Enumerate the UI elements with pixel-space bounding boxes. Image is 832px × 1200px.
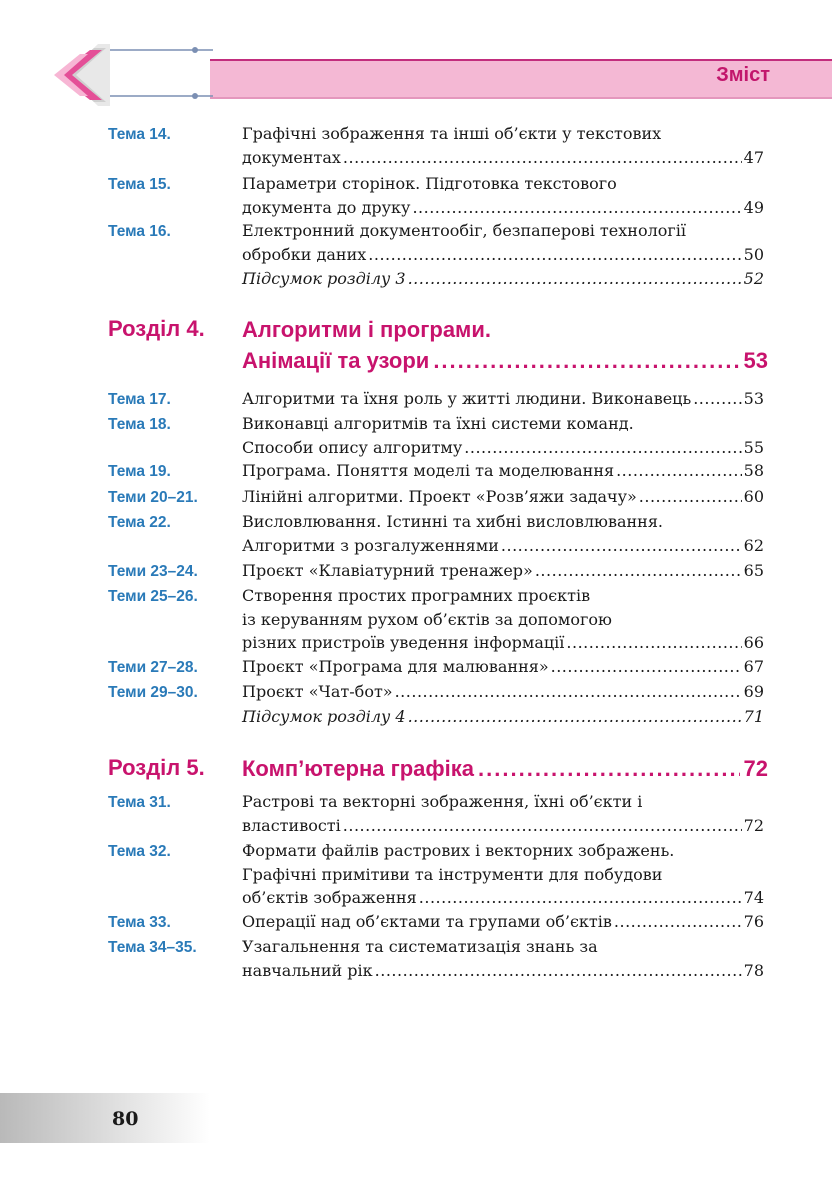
section-title: Алгоритми і програми. xyxy=(242,317,491,342)
entry-text: об’єктів зображення xyxy=(242,888,417,907)
entry-text: Операції над об’єктами та групами об’єктів xyxy=(242,912,612,931)
topic-label: Тема 33. xyxy=(108,914,171,931)
entry-text: Лінійні алгоритми. Проект «Розв’яжи задачу» xyxy=(242,487,637,506)
entry-text: документа до друку xyxy=(242,198,411,217)
topic-label: Тема 34–35. xyxy=(108,939,197,956)
dot-leader xyxy=(433,347,739,375)
page-number: 62 xyxy=(743,536,764,555)
page-number: 58 xyxy=(743,461,764,480)
topic-label: Тема 15. xyxy=(108,176,171,193)
entry-last-line xyxy=(242,888,764,908)
page-number: 52 xyxy=(743,269,764,288)
page-number: 65 xyxy=(743,561,764,580)
dot-leader xyxy=(501,536,742,556)
topic-label: Теми 23–24. xyxy=(108,563,198,580)
entry-last-line xyxy=(242,461,764,481)
entry-text: Виконавці алгоритмів та їхні системи команд. xyxy=(242,414,634,433)
page-number: 72 xyxy=(743,816,764,835)
entry-last-line xyxy=(242,633,764,653)
page-number: 69 xyxy=(743,682,764,701)
dot-leader xyxy=(614,912,742,932)
topic-label: Теми 29–30. xyxy=(108,684,198,701)
entry-text: Створення простих програмних проєктів xyxy=(242,586,591,605)
dot-leader xyxy=(408,269,742,289)
topic-label: Тема 16. xyxy=(108,223,171,240)
dot-leader xyxy=(375,961,742,981)
dot-leader xyxy=(639,487,742,507)
entry-last-line xyxy=(242,561,764,581)
page-number: 72 xyxy=(743,756,768,781)
entry-last-line xyxy=(242,389,764,409)
entry-last-line xyxy=(242,961,764,981)
page-number: 78 xyxy=(743,961,764,980)
section-title-last-line xyxy=(242,347,768,375)
page-number: 53 xyxy=(743,348,768,373)
page-number: 66 xyxy=(743,633,764,652)
page-number: 53 xyxy=(743,389,764,408)
dot-leader xyxy=(395,682,742,702)
page-number: 50 xyxy=(743,245,764,264)
entry-last-line xyxy=(242,148,764,168)
toc-entry-summary-3[interactable] xyxy=(242,269,764,289)
topic-label: Теми 25–26. xyxy=(108,588,198,605)
entry-last-line xyxy=(242,657,764,677)
dot-leader xyxy=(616,461,742,481)
topic-label: Теми 20–21. xyxy=(108,489,198,506)
topic-label: Тема 31. xyxy=(108,794,171,811)
entry-text: документах xyxy=(242,148,341,167)
page-number: 76 xyxy=(743,912,764,931)
topic-label: Тема 18. xyxy=(108,416,171,433)
entry-text: властивості xyxy=(242,816,341,835)
entry-last-line xyxy=(242,682,764,702)
section-title: Комп’ютерна графіка xyxy=(242,756,475,781)
entry-text: Растрові та векторні зображення, їхні об’єкти і xyxy=(242,792,643,811)
topic-label: Тема 17. xyxy=(108,391,171,408)
header-lines-decoration xyxy=(95,44,213,102)
dot-leader xyxy=(566,633,741,653)
dot-leader xyxy=(464,438,741,458)
entry-text: Проєкт «Чат-бот» xyxy=(242,682,393,701)
topic-label: Тема 22. xyxy=(108,514,171,531)
dot-leader xyxy=(419,888,742,908)
section-title: Анімації та узори xyxy=(242,348,430,373)
page-number: 67 xyxy=(743,657,764,676)
entry-last-line xyxy=(242,536,764,556)
summary-text: Підсумок розділу 3 xyxy=(242,269,406,288)
entry-text: Проєкт «Програма для малювання» xyxy=(242,657,549,676)
dot-leader xyxy=(551,657,742,677)
entry-text: обробки даних xyxy=(242,245,367,264)
page-number: 71 xyxy=(743,707,764,726)
page-number: 55 xyxy=(743,438,764,457)
topic-label: Тема 14. xyxy=(108,126,171,143)
entry-text: із керуванням рухом об’єктів за допомогою xyxy=(242,610,612,629)
entry-text: різних пристроїв уведення інформації xyxy=(242,633,565,652)
topic-label: Тема 19. xyxy=(108,463,171,480)
footer-band xyxy=(0,1093,210,1143)
page-number: 47 xyxy=(743,148,764,167)
entry-last-line xyxy=(242,816,764,836)
toc-entry-summary-4[interactable] xyxy=(242,707,764,727)
entry-last-line xyxy=(242,487,764,507)
dot-leader xyxy=(368,245,741,265)
entry-last-line xyxy=(242,198,764,218)
entry-text: Способи опису алгоритму xyxy=(242,438,463,457)
entry-text: Графічні зображення та інші об’єкти у текстових xyxy=(242,124,662,143)
dot-leader xyxy=(412,198,741,218)
topic-label: Теми 27–28. xyxy=(108,659,198,676)
entry-last-line xyxy=(242,245,764,265)
dot-leader xyxy=(535,561,742,581)
entry-last-line xyxy=(242,438,764,458)
dot-leader xyxy=(343,148,742,168)
topic-label: Тема 32. xyxy=(108,843,171,860)
entry-text: Алгоритми з розгалуженнями xyxy=(242,536,499,555)
section-label: Розділ 4. xyxy=(108,316,205,341)
page-title: Зміст xyxy=(716,64,770,86)
entry-text: Графічні примітиви та інструменти для побудови xyxy=(242,865,663,884)
page-number: 74 xyxy=(743,888,764,907)
entry-text: Електронний документообіг, безпаперові технології xyxy=(242,221,686,240)
entry-text: Програма. Поняття моделі та моделювання xyxy=(242,461,615,480)
page-number: 49 xyxy=(743,198,764,217)
entry-text: навчальний рік xyxy=(242,961,373,980)
entry-text: Проєкт «Клавіатурний тренажер» xyxy=(242,561,533,580)
section-title-last-line xyxy=(242,755,768,783)
back-arrow-icon xyxy=(40,40,110,110)
page-number-footer: 80 xyxy=(112,1108,139,1130)
dot-leader xyxy=(478,755,739,783)
page-number: 60 xyxy=(743,487,764,506)
dot-leader xyxy=(343,816,742,836)
entry-text: Формати файлів растрових і векторних зображень. xyxy=(242,841,675,860)
dot-leader xyxy=(408,707,742,727)
entry-text: Алгоритми та їхня роль у житті людини. Виконавець xyxy=(242,389,692,408)
entry-last-line xyxy=(242,912,764,932)
summary-text: Підсумок розділу 4 xyxy=(242,707,406,726)
entry-text: Параметри сторінок. Підготовка текстового xyxy=(242,174,617,193)
entry-text: Висловлювання. Істинні та хибні висловлювання. xyxy=(242,512,663,531)
dot-leader xyxy=(693,389,741,409)
section-label: Розділ 5. xyxy=(108,755,205,780)
entry-text: Узагальнення та систематизація знань за xyxy=(242,937,598,956)
